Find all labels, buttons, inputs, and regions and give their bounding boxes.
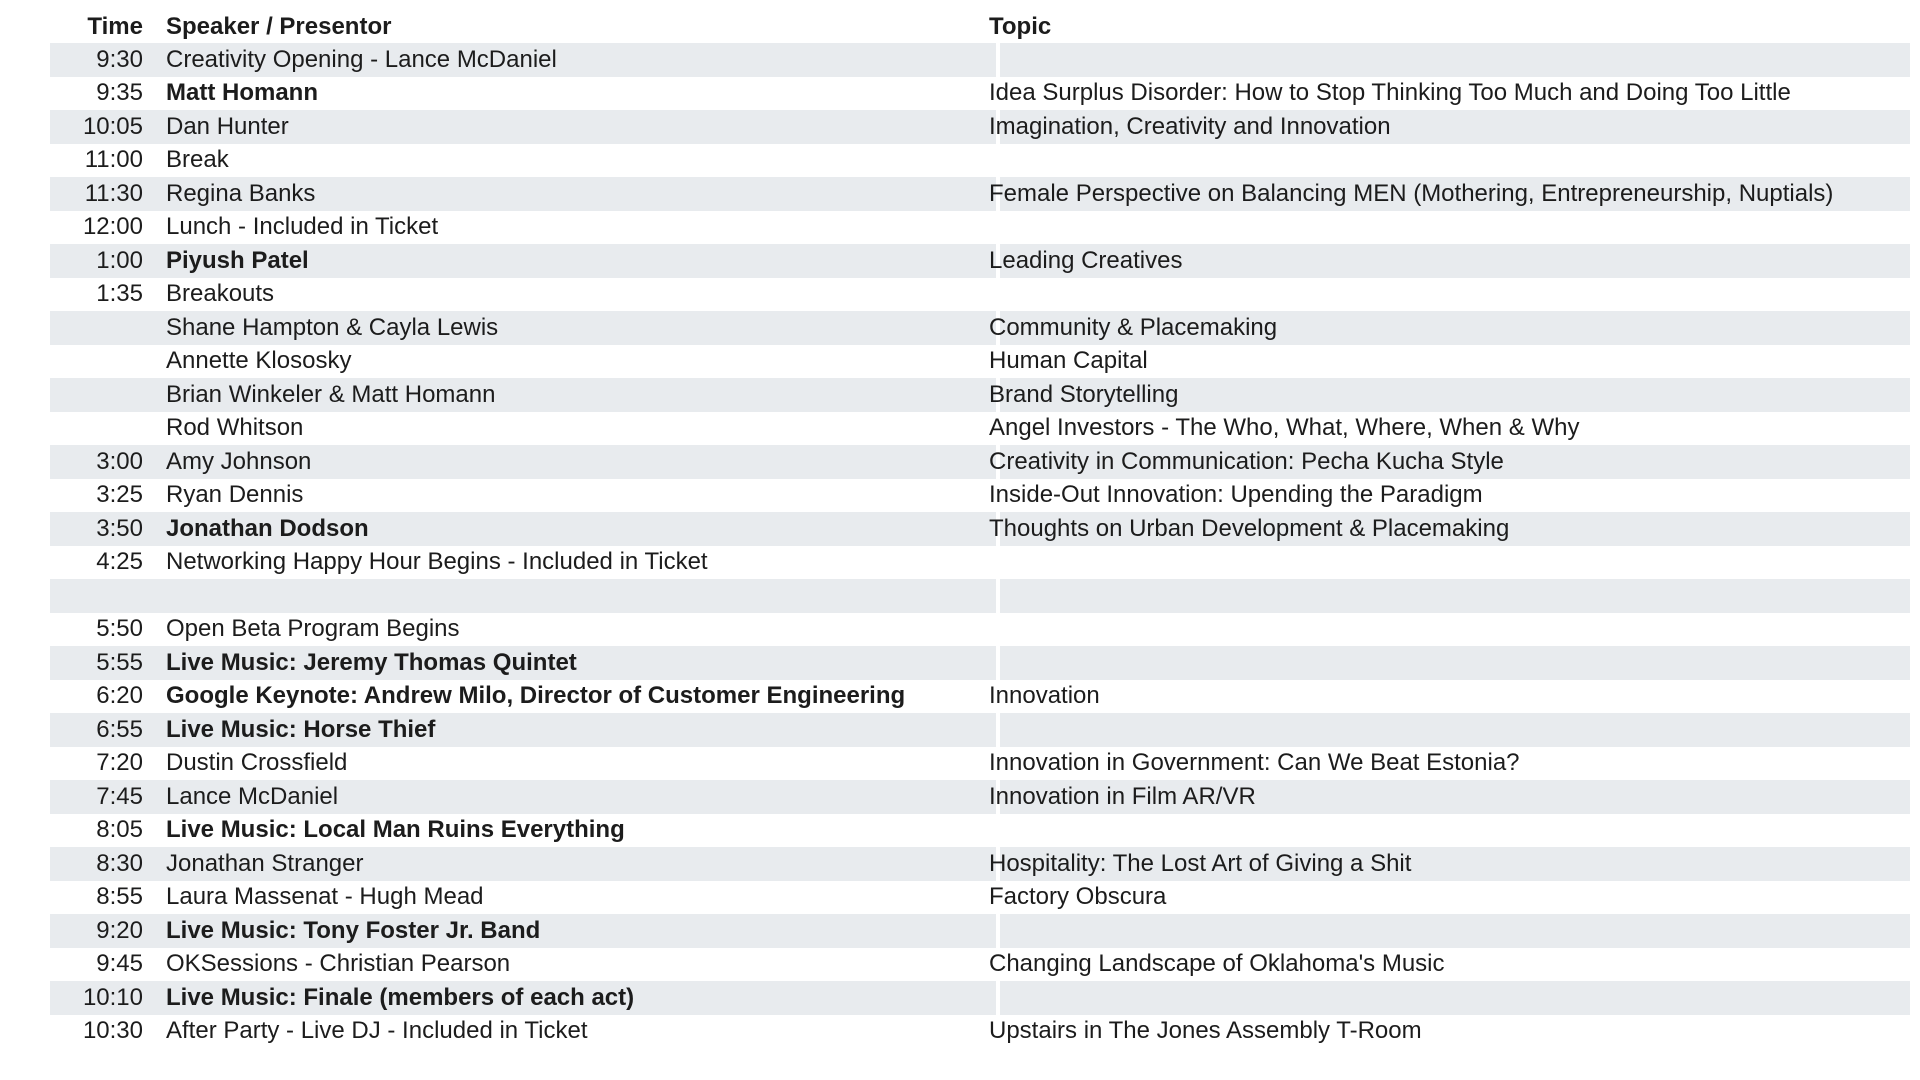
speaker-cell: Creativity Opening - Lance McDaniel: [166, 45, 557, 73]
time-cell: 8:30: [96, 849, 143, 877]
speaker-cell: Jonathan Stranger: [166, 849, 364, 877]
table-row: [50, 512, 1910, 546]
speaker-cell: Regina Banks: [166, 179, 316, 207]
table-row: [50, 579, 1910, 613]
speaker-cell: Break: [166, 146, 229, 174]
table-row: [50, 244, 1910, 278]
time-cell: 1:35: [96, 280, 143, 308]
table-row: [50, 713, 1910, 747]
time-cell: 5:55: [96, 648, 143, 676]
time-cell: 10:05: [82, 112, 143, 140]
topic-cell: Innovation in Film AR/VR: [989, 782, 1256, 810]
speaker-cell: Live Music: Horse Thief: [166, 715, 436, 743]
table-row: [50, 646, 1910, 680]
topic-cell: Factory Obscura: [989, 883, 1167, 911]
speaker-cell: Live Music: Jeremy Thomas Quintet: [166, 648, 577, 676]
table-body: [50, 43, 1910, 1048]
speaker-cell: OKSessions - Christian Pearson: [166, 950, 511, 978]
time-cell: 9:30: [96, 45, 143, 73]
speaker-cell: Breakouts: [166, 280, 275, 308]
table-row: [50, 613, 1910, 647]
speaker-cell: Live Music: Finale (members of each act): [166, 983, 635, 1011]
table-row: [50, 847, 1910, 881]
topic-cell: Changing Landscape of Oklahoma's Music: [989, 950, 1445, 978]
topic-cell: Female Perspective on Balancing MEN (Mothering, Entrepreneurship, Nuptials): [989, 179, 1834, 207]
table-row: [50, 1015, 1910, 1049]
table-row: [50, 345, 1910, 379]
topic-cell: Innovation: [989, 682, 1100, 710]
table-row: [50, 211, 1910, 245]
topic-cell: Human Capital: [989, 347, 1148, 375]
table-row: [50, 546, 1910, 580]
time-cell: 11:30: [84, 179, 143, 207]
table-row: [50, 77, 1910, 111]
time-cell: 12:00: [82, 213, 143, 241]
topic-cell: Creativity in Communication: Pecha Kucha Style: [989, 447, 1504, 475]
time-cell: 8:05: [96, 816, 143, 844]
speaker-cell: Dan Hunter: [166, 112, 289, 140]
speaker-cell: Live Music: Tony Foster Jr. Band: [166, 916, 541, 944]
time-cell: 1:00: [96, 246, 143, 274]
speaker-cell: Ryan Dennis: [166, 481, 304, 509]
header-time: Time: [87, 12, 143, 40]
topic-cell: Innovation in Government: Can We Beat Estonia?: [989, 749, 1520, 777]
time-cell: 9:45: [96, 950, 143, 978]
table-row: [50, 914, 1910, 948]
table-row: [50, 780, 1910, 814]
topic-cell: Thoughts on Urban Development & Placemaking: [989, 514, 1510, 542]
time-cell: 3:25: [96, 481, 143, 509]
time-cell: 9:35: [96, 79, 143, 107]
speaker-cell: After Party - Live DJ - Included in Ticket: [166, 1017, 588, 1045]
speaker-cell: Lance McDaniel: [166, 782, 339, 810]
time-cell: 6:20: [96, 682, 143, 710]
topic-cell: Angel Investors - The Who, What, Where, When & Why: [989, 414, 1580, 442]
speaker-cell: Networking Happy Hour Begins - Included in Ticket: [166, 548, 708, 576]
table-row: [50, 144, 1910, 178]
speaker-cell: Open Beta Program Begins: [166, 615, 460, 643]
speaker-cell: Google Keynote: Andrew Milo, Director of Customer Engineering: [166, 682, 906, 710]
speaker-cell: Lunch - Included in Ticket: [166, 213, 439, 241]
topic-cell: Inside-Out Innovation: Upending the Paradigm: [989, 481, 1483, 509]
topic-cell: Upstairs in The Jones Assembly T-Room: [989, 1017, 1422, 1045]
speaker-cell: Jonathan Dodson: [166, 514, 369, 542]
time-cell: 3:50: [96, 514, 143, 542]
time-cell: 10:30: [82, 1017, 143, 1045]
time-cell: 6:55: [96, 715, 143, 743]
speaker-cell: Piyush Patel: [166, 246, 309, 274]
table-row: [50, 747, 1910, 781]
speaker-cell: Dustin Crossfield: [166, 749, 348, 777]
time-cell: 10:10: [82, 983, 143, 1011]
speaker-cell: Rod Whitson: [166, 414, 304, 442]
speaker-cell: Annette Klososky: [166, 347, 352, 375]
table-row: [50, 680, 1910, 714]
topic-cell: Leading Creatives: [989, 246, 1183, 274]
speaker-cell: Brian Winkeler & Matt Homann: [166, 380, 496, 408]
topic-cell: Hospitality: The Lost Art of Giving a Shit: [989, 849, 1412, 877]
table-row: [50, 412, 1910, 446]
table-row: [50, 881, 1910, 915]
table-row: [50, 278, 1910, 312]
topic-cell: Idea Surplus Disorder: How to Stop Thinking Too Much and Doing Too Little: [989, 79, 1791, 107]
table-header: [50, 10, 1910, 43]
speaker-cell: Matt Homann: [166, 79, 318, 107]
time-cell: 9:20: [96, 916, 143, 944]
table-row: [50, 948, 1910, 982]
speaker-cell: Live Music: Local Man Ruins Everything: [166, 816, 625, 844]
topic-cell: Imagination, Creativity and Innovation: [989, 112, 1391, 140]
time-cell: 7:45: [96, 782, 143, 810]
speaker-cell: Amy Johnson: [166, 447, 312, 475]
time-cell: 11:00: [84, 146, 143, 174]
speaker-cell: Shane Hampton & Cayla Lewis: [166, 313, 499, 341]
table-row: [50, 378, 1910, 412]
table-row: [50, 311, 1910, 345]
table-row: [50, 814, 1910, 848]
speaker-cell: Laura Massenat - Hugh Mead: [166, 883, 484, 911]
table-row: [50, 43, 1910, 77]
topic-cell: Brand Storytelling: [989, 380, 1179, 408]
time-cell: 4:25: [96, 548, 143, 576]
table-row: [50, 110, 1910, 144]
topic-cell: Community & Placemaking: [989, 313, 1278, 341]
table-row: [50, 981, 1910, 1015]
table-row: [50, 177, 1910, 211]
header-topic: Topic: [989, 12, 1052, 40]
table-row: [50, 479, 1910, 513]
time-cell: 8:55: [96, 883, 143, 911]
time-cell: 7:20: [96, 749, 143, 777]
schedule-table: [50, 10, 1910, 1048]
time-cell: 3:00: [96, 447, 143, 475]
header-speaker: Speaker / Presentor: [166, 12, 392, 40]
time-cell: 5:50: [96, 615, 143, 643]
table-row: [50, 445, 1910, 479]
